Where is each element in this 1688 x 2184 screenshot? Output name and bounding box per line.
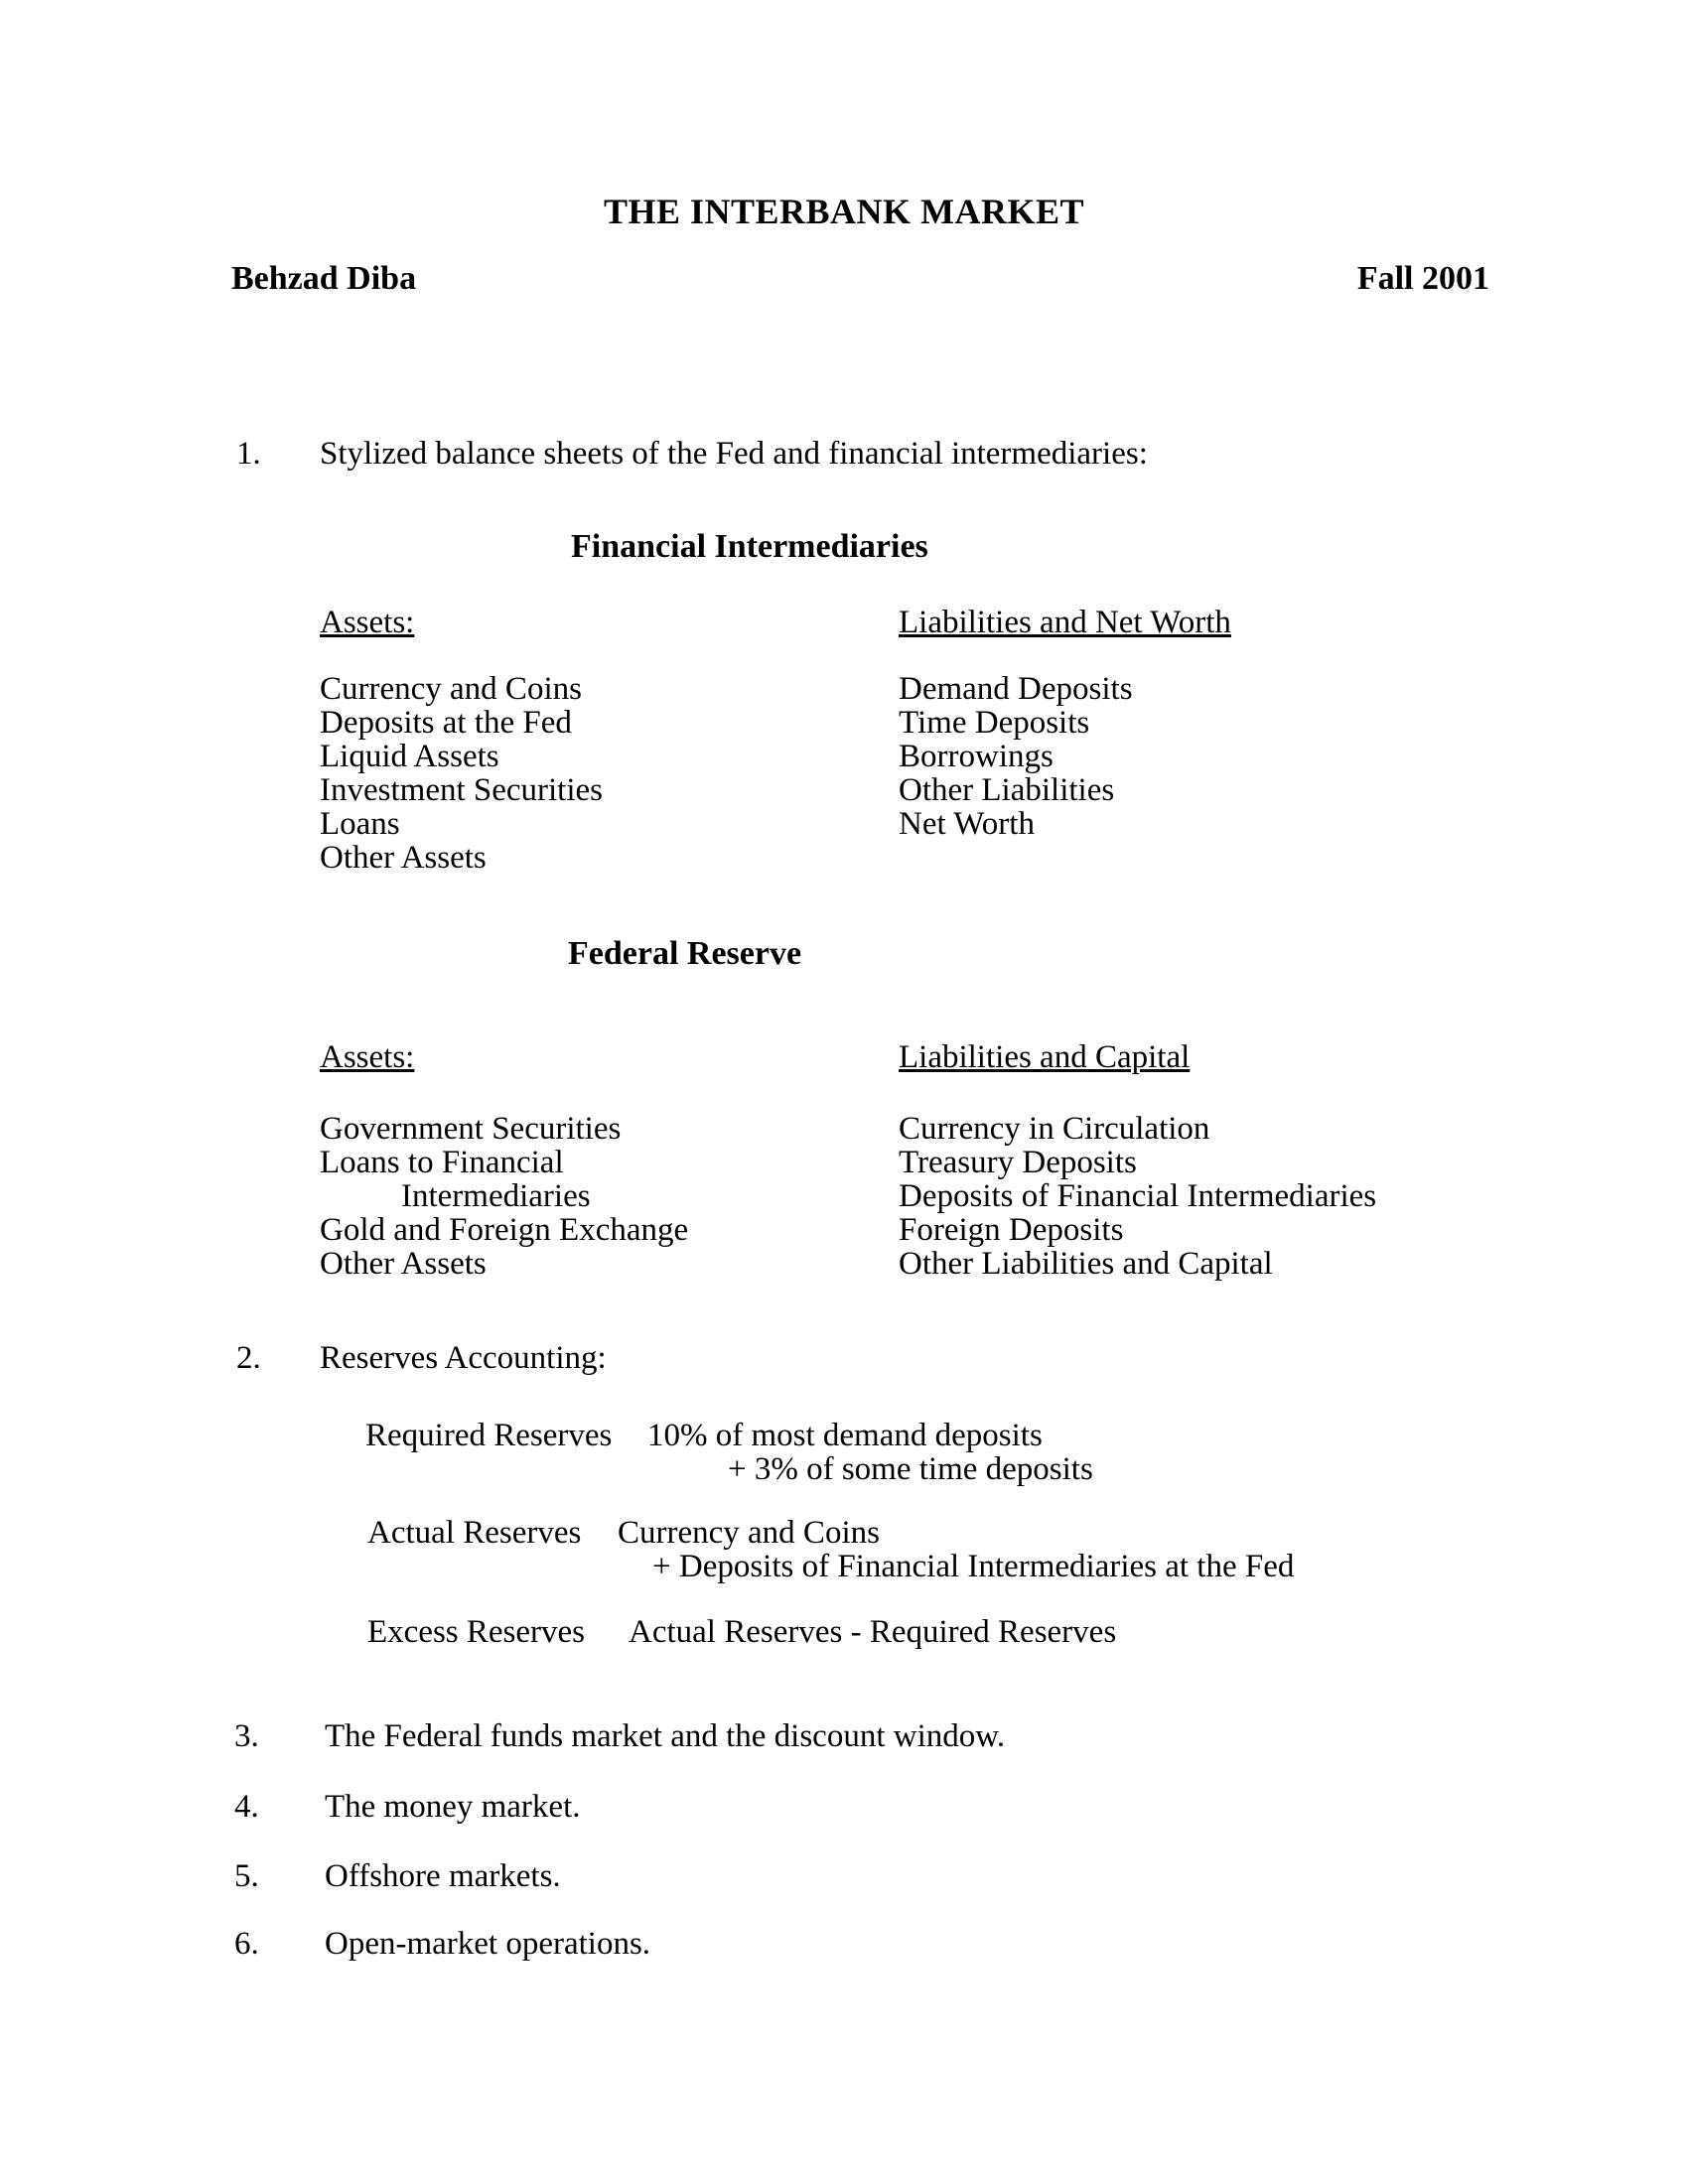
- excess-reserves-label: Excess Reserves: [367, 1614, 586, 1650]
- outline-item-1-text: Stylized balance sheets of the Fed and financial intermediaries:: [320, 436, 1148, 472]
- outline-item-4-number: 4.: [234, 1789, 259, 1825]
- fi-liabilities-label: Liabilities and Net Worth: [899, 605, 1231, 640]
- list-item: Other Liabilities and Capital: [899, 1246, 1273, 1282]
- list-item: Treasury Deposits: [899, 1145, 1137, 1180]
- list-item: Time Deposits: [899, 705, 1090, 741]
- required-reserves-label: Required Reserves: [365, 1418, 613, 1453]
- list-item: Demand Deposits: [899, 671, 1133, 707]
- list-item: Other Assets: [320, 840, 487, 876]
- fed-liabilities-list: [899, 1112, 1376, 1281]
- financial-intermediaries-heading: Financial Intermediaries: [571, 528, 928, 565]
- list-item: Deposits at the Fed: [320, 705, 572, 741]
- actual-reserves-label: Actual Reserves: [367, 1515, 582, 1551]
- list-item: Other Assets: [320, 1246, 487, 1282]
- outline-item-2-number: 2.: [236, 1340, 261, 1376]
- list-item: Foreign Deposits: [899, 1212, 1124, 1248]
- outline-item-6-number: 6.: [234, 1926, 259, 1962]
- list-item: Other Liabilities: [899, 772, 1115, 808]
- fed-liabilities-label: Liabilities and Capital: [899, 1039, 1191, 1075]
- list-item: Borrowings: [899, 739, 1054, 774]
- fed-assets-label: Assets:: [320, 1039, 415, 1075]
- list-item: Currency and Coins: [320, 671, 582, 707]
- outline-item-5-text: Offshore markets.: [325, 1858, 561, 1894]
- list-item: Intermediaries: [401, 1178, 591, 1214]
- page-title: THE INTERBANK MARKET: [603, 192, 1085, 231]
- fi-assets-list: [320, 672, 603, 875]
- term-label: Fall 2001: [1356, 260, 1489, 297]
- required-reserves-definition-cont: + 3% of some time deposits: [728, 1451, 1093, 1487]
- list-item: Deposits of Financial Intermediaries: [899, 1178, 1377, 1214]
- excess-reserves-definition: Actual Reserves - Required Reserves: [629, 1614, 1117, 1650]
- outline-item-5-number: 5.: [234, 1858, 259, 1894]
- list-item: Net Worth: [899, 806, 1035, 842]
- fi-liabilities-list: [899, 672, 1133, 841]
- actual-reserves-definition-cont: + Deposits of Financial Intermediaries at the Fed: [652, 1549, 1295, 1584]
- outline-item-2-text: Reserves Accounting:: [320, 1340, 607, 1376]
- list-item: Investment Securities: [320, 772, 604, 808]
- outline-item-1-number: 1.: [236, 436, 261, 472]
- fed-assets-list: [320, 1112, 688, 1281]
- fi-assets-label: Assets:: [320, 605, 415, 640]
- list-item: Liquid Assets: [320, 739, 499, 774]
- federal-reserve-heading: Federal Reserve: [568, 935, 802, 972]
- list-item: Gold and Foreign Exchange: [320, 1212, 689, 1248]
- outline-item-4-text: The money market.: [325, 1789, 581, 1825]
- author-name: Behzad Diba: [231, 260, 417, 297]
- list-item: Currency in Circulation: [899, 1111, 1210, 1147]
- list-item: Loans: [320, 806, 400, 842]
- required-reserves-definition: 10% of most demand deposits: [647, 1418, 1043, 1453]
- list-item: Government Securities: [320, 1111, 622, 1147]
- list-item: Loans to Financial: [320, 1145, 564, 1180]
- outline-item-3-number: 3.: [234, 1718, 259, 1754]
- actual-reserves-definition: Currency and Coins: [618, 1515, 880, 1551]
- byline-row: [231, 262, 1489, 296]
- outline-item-3-text: The Federal funds market and the discount window.: [325, 1718, 1006, 1754]
- outline-item-6-text: Open-market operations.: [325, 1926, 651, 1962]
